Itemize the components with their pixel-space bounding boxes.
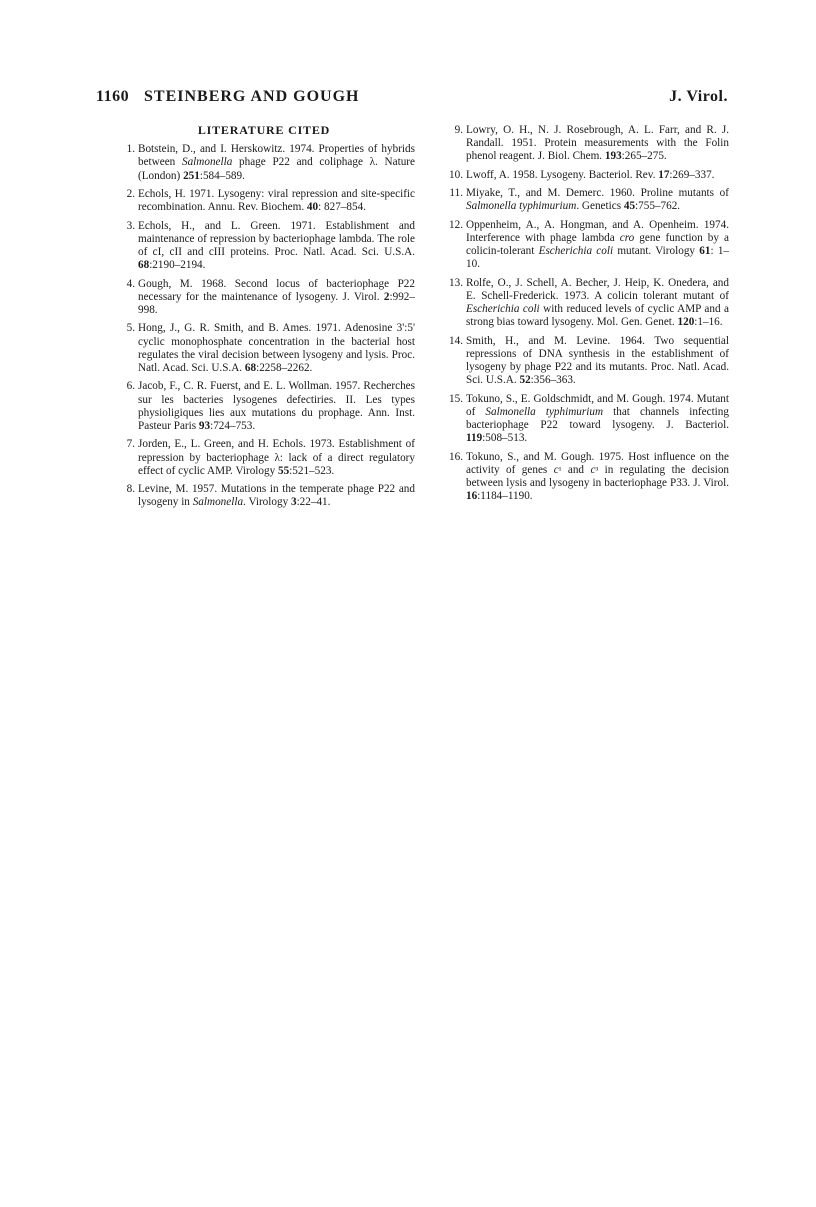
reference-text-part: 93 — [198, 420, 211, 432]
reference-text-part: 68 — [138, 259, 150, 272]
reference-text-part: 120 — [677, 316, 695, 329]
reference-number: 11. — [449, 187, 463, 200]
reference-text-part: :755–762. — [635, 200, 681, 213]
reference-number: 7. — [126, 438, 135, 451]
reference-text-part: . Virology — [243, 496, 291, 509]
reference-number: 8. — [126, 483, 135, 496]
section-title: LITERATURE CITED — [197, 123, 331, 137]
reference-text-part: 119 — [466, 432, 483, 445]
reference-text — [138, 278, 415, 316]
reference-text-part: Jacob, F., C. R. Fuerst, and E. L. Wollman. 1957. Recherches sur les bacteries lysogenes defectiries. II. Les types physioligiques lies aux mutations du prophage. Ann. Inst. Pasteur Paris — [138, 380, 415, 432]
reference-text-part: :521–523. — [289, 464, 335, 477]
reference-text-part: :1–16. — [694, 316, 723, 329]
reference-text-part: ³ — [595, 464, 599, 475]
reference-text-part: :356–363. — [530, 374, 576, 387]
reference-item — [441, 277, 729, 330]
reference-text-part: Salmonella — [181, 156, 233, 169]
reference-text-part: Echols, H. 1971. Lysogeny: viral repression and site-specific recombination. Annu. Rev. Biochem. — [138, 188, 415, 214]
reference-text — [138, 143, 415, 181]
reference-text-part: Botstein, D., and I. Herskowitz. 1974. Properties of hybrids between — [138, 143, 415, 169]
reference-text-part: :2258–2262. — [256, 362, 313, 374]
reference-text-part: : 1–10. — [466, 245, 730, 271]
reference-text-part: : 827–854. — [318, 201, 366, 214]
reference-number: 6. — [126, 380, 135, 393]
reference-text — [466, 219, 729, 271]
page-number: 1160 — [96, 88, 130, 105]
reference-text-part: 2 — [383, 290, 390, 303]
reference-text-part: Lowry, O. H., N. J. Rosebrough, A. L. Farr, and R. J. Randall. 1951. Protein measurements with the Folin phenol reagent. J. Biol. Chem. — [466, 124, 729, 163]
reference-number: 15. — [449, 392, 463, 405]
reference-text-part: ¹ — [558, 464, 562, 475]
reference-text-part: Salmonella typhimurium — [466, 200, 577, 213]
reference-item — [441, 219, 729, 272]
reference-text-part: Lwoff, A. 1958. Lysogeny. Bacteriol. Rev. — [466, 168, 659, 181]
reference-text-part: Rolfe, O., J. Schell, A. Becher, J. Heip, K. Onedera, and E. Schell-Frederick. 1973. A colicin tolerant mutant of — [466, 276, 729, 302]
reference-text-part: :265–275. — [621, 150, 667, 163]
reference-text-part: :992–998. — [138, 290, 415, 316]
reference-text-part: :1184–1190. — [477, 490, 533, 503]
reference-text-part: Echols, H., and L. Green. 1971. Establishment and maintenance of repression by bacteriophage lambda. The role of cI, cII and cIII proteins. Proc. Natl. Acad. Sci. U.S.A. — [138, 219, 415, 258]
reference-text-part: 251 — [183, 169, 200, 182]
reference-text-part: Miyake, T., and M. Demerc. 1960. Proline mutants of — [466, 187, 729, 200]
reference-item — [113, 438, 415, 478]
reference-text — [466, 277, 729, 329]
reference-item — [441, 169, 729, 182]
reference-text — [466, 187, 729, 212]
reference-text-part: Oppenheim, A., A. Hongman, and A. Openheim. 1974. Interference with phage lambda — [466, 218, 729, 244]
reference-item — [441, 124, 729, 164]
reference-item — [113, 322, 415, 375]
reference-text-part: mutant. Virology — [613, 245, 700, 258]
reference-text-part: 55 — [277, 464, 290, 477]
reference-number: 12. — [449, 218, 463, 231]
reference-text — [138, 380, 415, 432]
reference-text-part: :2190–2194. — [149, 259, 206, 272]
reference-text-part: Tokuno, S., and M. Gough. 1975. Host influence on the activity of genes — [466, 450, 729, 476]
reference-number: 9. — [454, 124, 463, 136]
reference-text-part: 193 — [604, 150, 622, 163]
reference-text-part: Escherichia coli — [466, 303, 540, 316]
reference-text-part: Escherichia coli — [538, 245, 614, 258]
reference-text-part: that channels infecting bacteriophage P22 toward lysogeny. J. Bacteriol. — [466, 405, 729, 432]
reference-text-part: 45 — [623, 200, 636, 213]
reference-number: 13. — [449, 276, 463, 289]
reference-number: 14. — [449, 334, 463, 347]
reference-number: 5. — [126, 322, 135, 335]
reference-text — [466, 124, 729, 162]
reference-item — [441, 187, 729, 213]
reference-text-part: Smith, H., and M. Levine. 1964. Two sequential repressions of DNA synthesis in the establishment of lysogeny by phage P22 and its mutants. Proc. Natl. Acad. Sci. U.S.A. — [466, 334, 729, 387]
reference-text — [138, 188, 415, 213]
reference-text-part: Tokuno, S., E. Goldschmidt, and M. Gough. 1974. Mutant of — [466, 392, 729, 418]
reference-text-part: :508–513. — [482, 432, 528, 445]
reference-item — [441, 451, 729, 504]
reference-text-part: Jorden, E., L. Green, and H. Echols. 1973. Establishment of repression by bacteriophage λ: lack of a direct regulatory effect of cyclic AMP. Virology — [138, 438, 415, 477]
reference-text — [138, 322, 415, 374]
reference-item — [113, 220, 415, 273]
reference-item — [113, 483, 415, 509]
reference-text — [138, 483, 415, 508]
reference-text-part: gene function by a colicin-tolerant — [466, 231, 729, 258]
reference-item — [113, 278, 415, 318]
reference-text-part: Hong, J., G. R. Smith, and B. Ames. 1971. Adenosine 3':5' cyclic monophosphate concentration in the bacterial host regulates the viral decision between lysogeny and lysis. Proc. Natl. Acad. Sci. U.S.A. — [138, 322, 415, 374]
reference-number: 10. — [449, 168, 463, 181]
reference-text-part: :22–41. — [296, 496, 331, 509]
reference-text-part: 3 — [290, 496, 297, 509]
reference-text-part: Salmonella — [192, 496, 244, 509]
reference-text-part: with reduced levels of cyclic AMP and a strong bias toward lysogeny. Mol. Gen. Genet. — [466, 303, 730, 329]
reference-text-part: 52 — [519, 374, 531, 387]
journal-name: J. Virol. — [669, 88, 728, 105]
reference-text-part: in regulating the decision between lysis and lysogeny in bacteriophage P33. J. Virol. — [466, 463, 730, 490]
reference-text-part: Gough, M. 1968. Second locus of bacteriophage P22 necessary for the maintenance of lysogeny. J. Virol. — [138, 277, 415, 303]
reference-number: 3. — [126, 219, 135, 232]
reference-text-part: Salmonella typhimurium — [485, 405, 604, 418]
reference-number: 1. — [126, 143, 135, 156]
reference-text — [466, 393, 729, 445]
reference-text — [466, 451, 729, 503]
reference-number: 4. — [126, 277, 135, 290]
running-head: STEINBERG AND GOUGH — [144, 88, 360, 105]
reference-text-part: 68 — [244, 362, 257, 374]
reference-text-part: 40 — [306, 201, 319, 214]
page-header — [96, 88, 728, 110]
reference-text — [466, 335, 729, 387]
reference-text-part: . Genetics — [576, 200, 624, 213]
reference-text-part: and — [561, 463, 591, 476]
reference-text — [138, 438, 415, 476]
reference-text — [138, 220, 415, 272]
references-column-left — [113, 124, 415, 515]
reference-text — [466, 169, 714, 181]
reference-text-part: 17 — [658, 168, 670, 181]
reference-text-part: phage P22 and coliphage λ. Nature (London) — [138, 156, 415, 182]
reference-text-part: :584–589. — [199, 169, 245, 182]
reference-text-part: :724–753. — [210, 420, 256, 432]
reference-text-part: c — [590, 463, 596, 476]
reference-item — [113, 143, 415, 183]
reference-text-part: c — [553, 463, 559, 476]
references-column-right — [441, 124, 729, 509]
reference-text-part: :269–337. — [669, 168, 715, 181]
reference-number: 2. — [126, 188, 135, 200]
reference-item — [441, 393, 729, 446]
reference-text-part: Levine, M. 1957. Mutations in the temperate phage P22 and lysogeny in — [138, 483, 415, 509]
reference-number: 16. — [449, 450, 463, 463]
reference-text-part: 61 — [699, 245, 711, 258]
reference-text-part: cro — [619, 231, 635, 244]
reference-text-part: 16 — [466, 490, 478, 503]
reference-item — [441, 335, 729, 388]
reference-item — [113, 188, 415, 214]
reference-item — [113, 380, 415, 433]
